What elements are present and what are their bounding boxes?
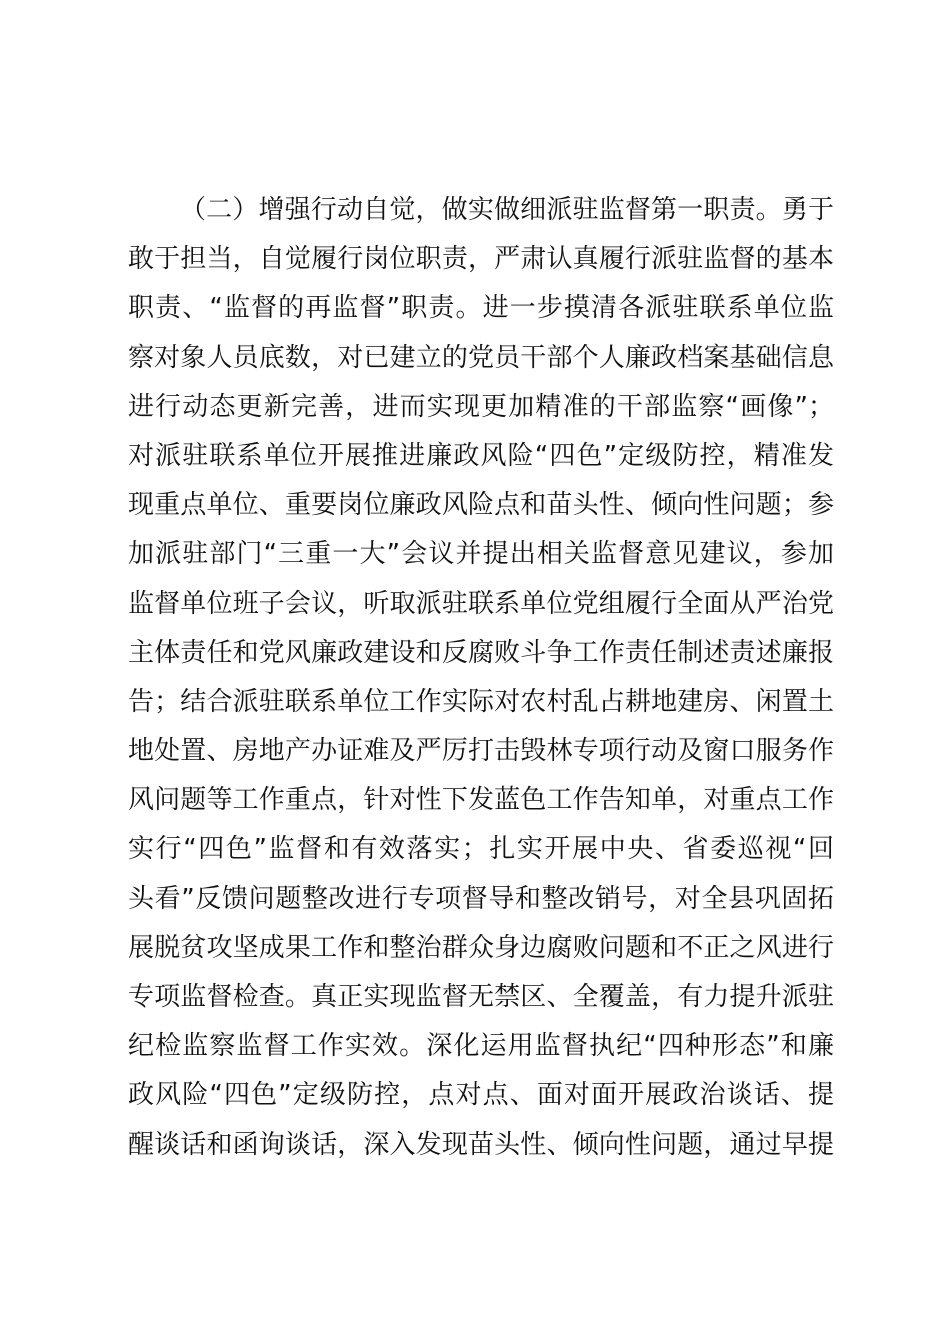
paragraph-line: 现重点单位、重要岗位廉政风险点和苗头性、倾向性问题；参 [128,490,834,521]
paragraph-line: 纪检监察监督工作实效。深化运用监督执纪“四种形态”和廉 [128,1031,834,1062]
paragraph-line: 地处置、房地产办证难及严厉打击毁林专项行动及窗口服务作 [128,736,834,767]
paragraph-line: 职责、“监督的再监督”职责。进一步摸清各派驻联系单位监 [128,293,834,324]
body-paragraph [128,186,834,1170]
paragraph-line: 察对象人员底数，对已建立的党员干部个人廉政档案基础信息 [128,342,834,373]
paragraph-line: 进行动态更新完善，进而实现更加精准的干部监察“画像”； [128,391,834,422]
paragraph-line: 专项监督检查。真正实现监督无禁区、全覆盖，有力提升派驻 [128,982,834,1012]
paragraph-line: 展脱贫攻坚成果工作和整治群众身边腐败问题和不正之风进行 [128,932,834,963]
paragraph-line: 监督单位班子会议，听取派驻联系单位党组履行全面从严治党 [128,588,834,619]
paragraph-line: （二）增强行动自觉，做实做细派驻监督第一职责。勇于 [180,195,834,225]
paragraph-line: 加派驻部门“三重一大”会议并提出相关监督意见建议，参加 [128,539,834,570]
paragraph-line: 风问题等工作重点，针对性下发蓝色工作告知单，对重点工作 [128,785,834,816]
paragraph-line: 敢于担当，自觉履行岗位职责，严肃认真履行派驻监督的基本 [128,244,834,275]
paragraph-line: 对派驻联系单位开展推进廉政风险“四色”定级防控，精准发 [128,440,834,471]
paragraph-line: 告；结合派驻联系单位工作实际对农村乱占耕地建房、闲置土 [128,686,834,717]
paragraph-line: 醒谈话和函询谈话，深入发现苗头性、倾向性问题，通过早提 [128,1129,834,1160]
paragraph-line: 实行“四色”监督和有效落实；扎实开展中央、省委巡视“回 [128,834,834,865]
paragraph-line: 政风险“四色”定级防控，点对点、面对面开展政治谈话、提 [128,1080,834,1111]
paragraph-line: 头看”反馈问题整改进行专项督导和整改销号，对全县巩固拓 [128,883,834,914]
paragraph-line: 主体责任和党风廉政建设和反腐败斗争工作责任制述责述廉报 [128,637,834,668]
